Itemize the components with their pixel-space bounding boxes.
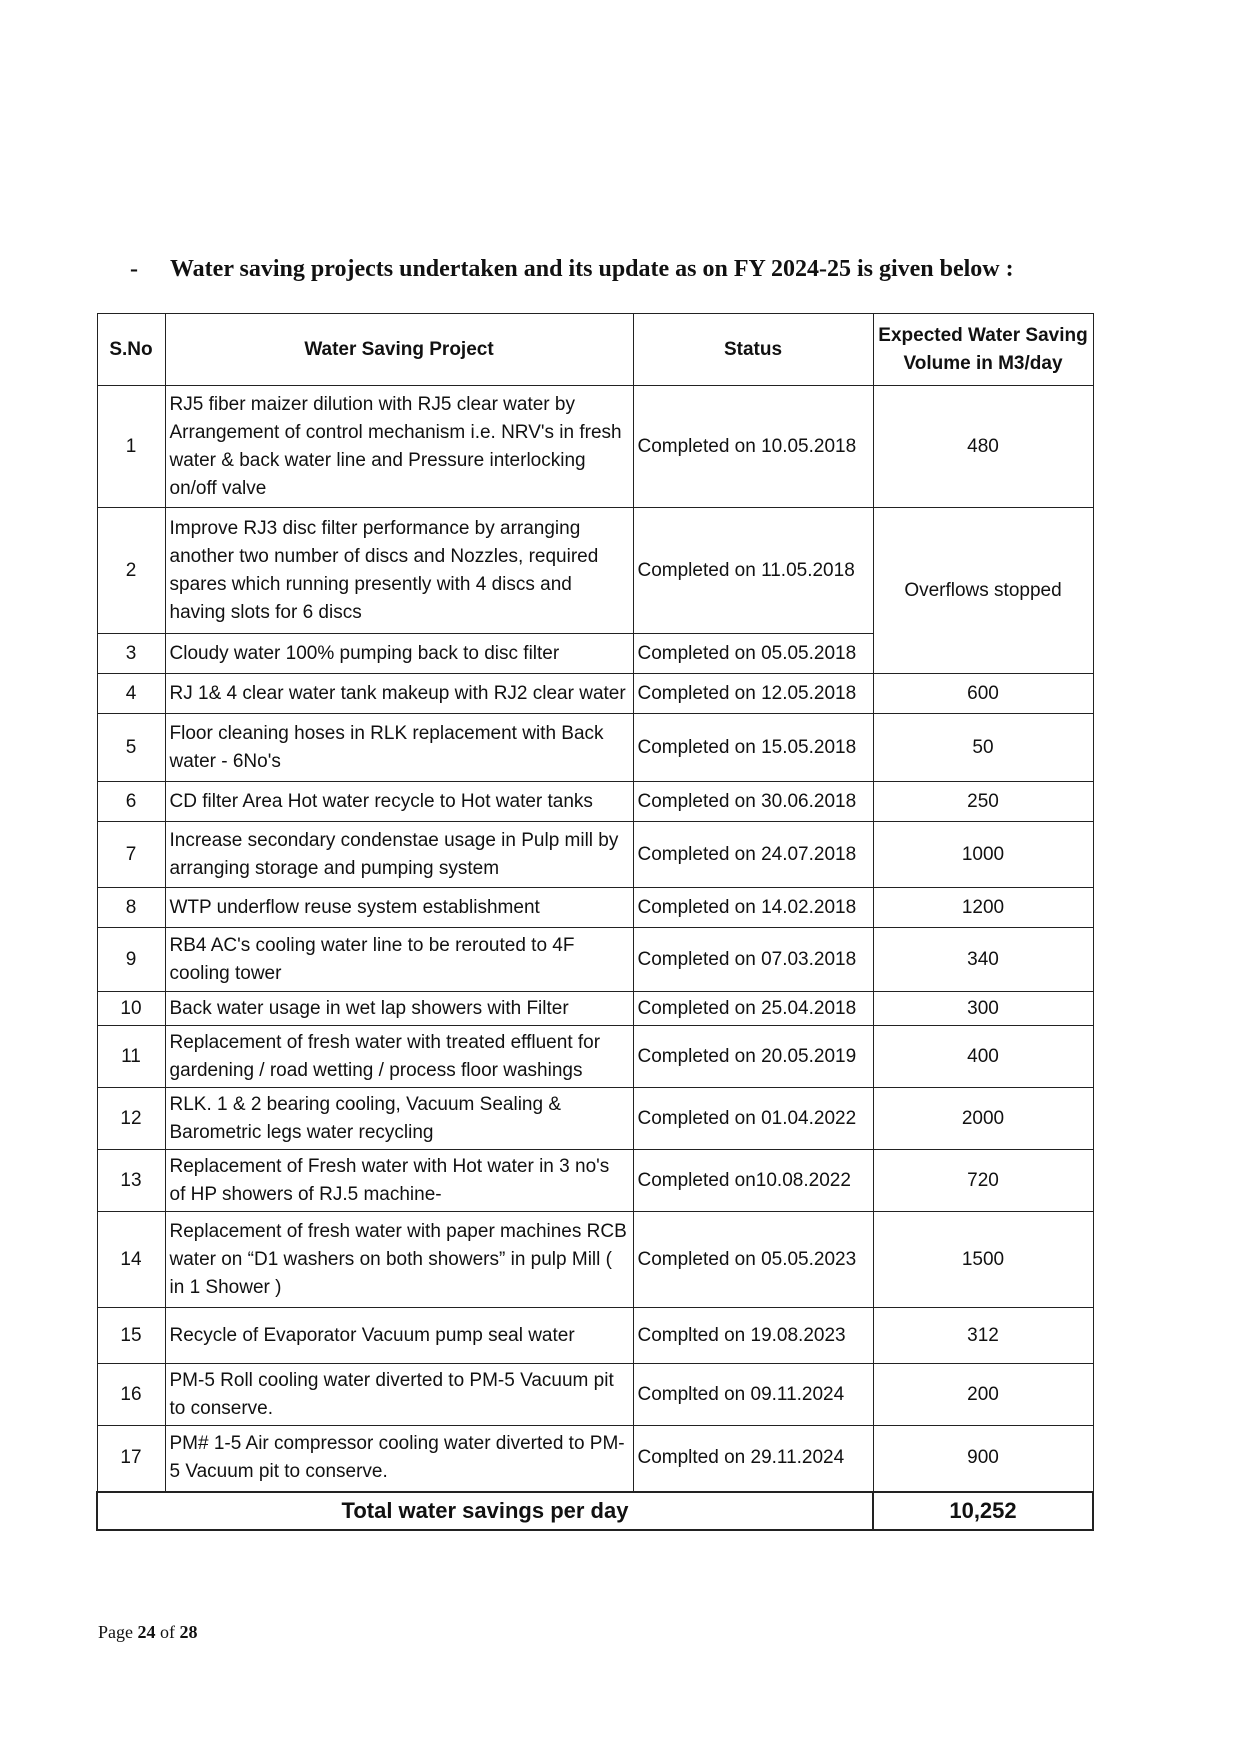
table-row: [97, 1426, 1093, 1492]
row-project: RJ5 fiber maizer dilution with RJ5 clear water by Arrangement of control mechanism i.e. NRV's in fresh water & back water line and Pressure interlocking on/off valve: [165, 386, 633, 508]
table-row: [97, 1150, 1093, 1212]
row-project: Replacement of fresh water with paper machines RCB water on “D1 washers on both showers” in pulp Mill ( in 1 Shower ): [165, 1212, 633, 1308]
row-project: Replacement of fresh water with treated effluent for gardening / road wetting / process floor washings: [165, 1026, 633, 1088]
table-row: [97, 1308, 1093, 1364]
row-project: CD filter Area Hot water recycle to Hot water tanks: [165, 782, 633, 822]
row-status: Completed on 25.04.2018: [633, 992, 873, 1026]
table-row: [97, 1026, 1093, 1088]
footer-page-word: Page: [98, 1622, 133, 1642]
footer-page-number: 24: [137, 1622, 156, 1642]
row-status: Completed on 07.03.2018: [633, 928, 873, 992]
row-volume: 720: [873, 1150, 1093, 1212]
row-status: Completed on 12.05.2018: [633, 674, 873, 714]
footer-page-total: 28: [179, 1622, 198, 1642]
row-status: Completed on 14.02.2018: [633, 888, 873, 928]
row-volume: 400: [873, 1026, 1093, 1088]
row-sno: 8: [97, 888, 165, 928]
row-status: Completed on 30.06.2018: [633, 782, 873, 822]
row-volume: 480: [873, 386, 1093, 508]
row-status: Completed on 05.05.2023: [633, 1212, 873, 1308]
row-sno: 1: [97, 386, 165, 508]
row-volume-merged: Overflows stopped: [873, 508, 1093, 674]
row-sno: 5: [97, 714, 165, 782]
row-project: Recycle of Evaporator Vacuum pump seal water: [165, 1308, 633, 1364]
table-row: [97, 992, 1093, 1026]
row-volume: 250: [873, 782, 1093, 822]
row-sno: 9: [97, 928, 165, 992]
row-sno: 2: [97, 508, 165, 634]
header-sno: S.No: [97, 314, 165, 386]
table-row: [97, 782, 1093, 822]
table-row: [97, 1212, 1093, 1308]
total-row: [97, 1492, 1093, 1530]
row-sno: 10: [97, 992, 165, 1026]
row-sno: 15: [97, 1308, 165, 1364]
row-volume: 340: [873, 928, 1093, 992]
row-volume: 200: [873, 1364, 1093, 1426]
table-row: [97, 1364, 1093, 1426]
header-status: Status: [633, 314, 873, 386]
table-row: [97, 928, 1093, 992]
row-project: WTP underflow reuse system establishment: [165, 888, 633, 928]
row-sno: 17: [97, 1426, 165, 1492]
row-status: Complted on 09.11.2024: [633, 1364, 873, 1426]
page-footer: [98, 1622, 198, 1643]
row-volume: 1500: [873, 1212, 1093, 1308]
row-sno: 4: [97, 674, 165, 714]
row-volume: 900: [873, 1426, 1093, 1492]
table-row: [97, 1088, 1093, 1150]
row-project: RJ 1& 4 clear water tank makeup with RJ2 clear water: [165, 674, 633, 714]
row-project: PM-5 Roll cooling water diverted to PM-5 Vacuum pit to conserve.: [165, 1364, 633, 1426]
row-status: Completed on 24.07.2018: [633, 822, 873, 888]
row-status: Completed on 10.05.2018: [633, 386, 873, 508]
row-sno: 7: [97, 822, 165, 888]
row-project: RB4 AC's cooling water line to be rerouted to 4F cooling tower: [165, 928, 633, 992]
row-project: Back water usage in wet lap showers with Filter: [165, 992, 633, 1026]
row-status: Completed on 05.05.2018: [633, 634, 873, 674]
row-sno: 6: [97, 782, 165, 822]
row-project: Increase secondary condenstae usage in Pulp mill by arranging storage and pumping system: [165, 822, 633, 888]
row-volume: 50: [873, 714, 1093, 782]
row-status: Complted on 29.11.2024: [633, 1426, 873, 1492]
row-status: Completed on 01.04.2022: [633, 1088, 873, 1150]
heading-text: Water saving projects undertaken and its update as on FY 2024-25 is given below :: [170, 256, 1014, 282]
row-status: Completed on10.08.2022: [633, 1150, 873, 1212]
water-saving-table: [96, 313, 1094, 1531]
row-volume: 1000: [873, 822, 1093, 888]
row-project: PM# 1-5 Air compressor cooling water diverted to PM-5 Vacuum pit to conserve.: [165, 1426, 633, 1492]
row-project: RLK. 1 & 2 bearing cooling, Vacuum Sealing & Barometric legs water recycling: [165, 1088, 633, 1150]
table-header-row: [97, 314, 1093, 386]
row-sno: 3: [97, 634, 165, 674]
row-sno: 11: [97, 1026, 165, 1088]
total-label: Total water savings per day: [97, 1492, 873, 1530]
table-row: [97, 822, 1093, 888]
row-project: Replacement of Fresh water with Hot water in 3 no's of HP showers of RJ.5 machine-: [165, 1150, 633, 1212]
row-sno: 14: [97, 1212, 165, 1308]
table-row: [97, 714, 1093, 782]
table-row: [97, 508, 1093, 634]
row-project: Improve RJ3 disc filter performance by arranging another two number of discs and Nozzles, required spares which running presently with 4 discs and having slots for 6 discs: [165, 508, 633, 634]
row-volume: 600: [873, 674, 1093, 714]
footer-of-word: of: [160, 1622, 175, 1642]
row-status: Complted on 19.08.2023: [633, 1308, 873, 1364]
table-row: [97, 674, 1093, 714]
row-volume: 1200: [873, 888, 1093, 928]
row-sno: 13: [97, 1150, 165, 1212]
header-volume: Expected Water Saving Volume in M3/day: [873, 314, 1093, 386]
row-status: Completed on 15.05.2018: [633, 714, 873, 782]
table-row: [97, 888, 1093, 928]
bullet-dash: -: [130, 256, 138, 282]
table-row: [97, 386, 1093, 508]
row-status: Completed on 20.05.2019: [633, 1026, 873, 1088]
total-value: 10,252: [873, 1492, 1093, 1530]
row-volume: 300: [873, 992, 1093, 1026]
row-status: Completed on 11.05.2018: [633, 508, 873, 634]
row-sno: 12: [97, 1088, 165, 1150]
header-project: Water Saving Project: [165, 314, 633, 386]
row-volume: 2000: [873, 1088, 1093, 1150]
row-volume: 312: [873, 1308, 1093, 1364]
row-project: Floor cleaning hoses in RLK replacement with Back water - 6No's: [165, 714, 633, 782]
row-project: Cloudy water 100% pumping back to disc filter: [165, 634, 633, 674]
section-heading: [130, 256, 1014, 283]
row-sno: 16: [97, 1364, 165, 1426]
